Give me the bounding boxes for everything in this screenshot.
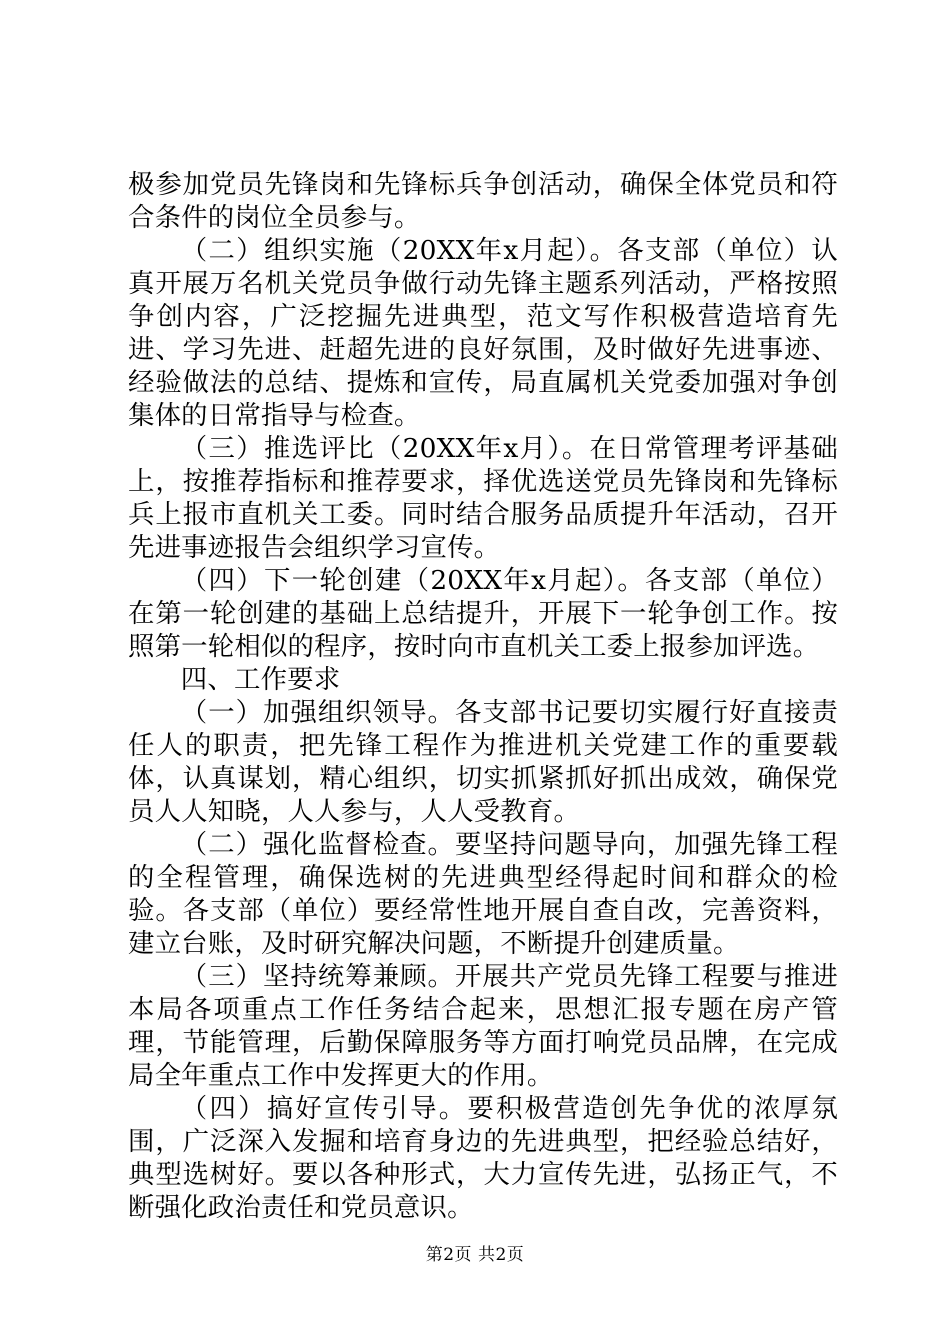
paragraph: （三）推选评比（20XX年x月）。在日常管理考评基础上，按推荐指标和推荐要求，择优选送党员先锋岗和先锋标兵上报市直机关工委。同时结合服务品质提升年活动，召开先进事迹报告会组织学习宣传。	[128, 433, 838, 563]
paragraph: （二）组织实施（20XX年x月起）。各支部（单位）认真开展万名机关党员争做行动先锋主题系列活动，严格按照争创内容，广泛挖掘先进典型，范文写作积极营造培育先进、学习先进、赶超先进的良好氛围，及时做好先进事迹、经验做法的总结、提炼和宣传，局直属机关党委加强对争创集体的日常指导与检查。	[128, 235, 838, 431]
paragraph: （四）搞好宣传引导。要积极营造创先争优的浓厚氛围，广泛深入发掘和培育身边的先进典型，把经验总结好，典型选树好。要以各种形式，大力宣传先进，弘扬正气，不断强化政治责任和党员意识。	[128, 1093, 838, 1223]
page-footer: 第2页 共2页	[425, 1245, 525, 1265]
paragraph: （四）下一轮创建（20XX年x月起）。各支部（单位）在第一轮创建的基础上总结提升，开展下一轮争创工作。按照第一轮相似的程序，按时向市直机关工委上报参加评选。	[128, 565, 838, 662]
document-body	[128, 168, 838, 1224]
paragraph: （二）强化监督检查。要坚持问题导向，加强先锋工程的全程管理，确保选树的先进典型经得起时间和群众的检验。各支部（单位）要经常性地开展自查自改，完善资料，建立台账，及时研究解决问题，不断提升创建质量。	[128, 829, 838, 959]
paragraph: （一）加强组织领导。各支部书记要切实履行好直接责任人的职责，把先锋工程作为推进机关党建工作的重要载体，认真谋划，精心组织，切实抓紧抓好抓出成效，确保党员人人知晓，人人参与，人人受教育。	[128, 697, 838, 827]
paragraph: 极参加党员先锋岗和先锋标兵争创活动，确保全体党员和符合条件的岗位全员参与。	[128, 169, 838, 233]
section-heading: 四、工作要求	[180, 664, 341, 695]
paragraph: （三）坚持统筹兼顾。开展共产党员先锋工程要与推进本局各项重点工作任务结合起来，思想汇报专题在房产管理，节能管理，后勤保障服务等方面打响党员品牌，在完成局全年重点工作中发挥更大的作用。	[128, 961, 838, 1091]
